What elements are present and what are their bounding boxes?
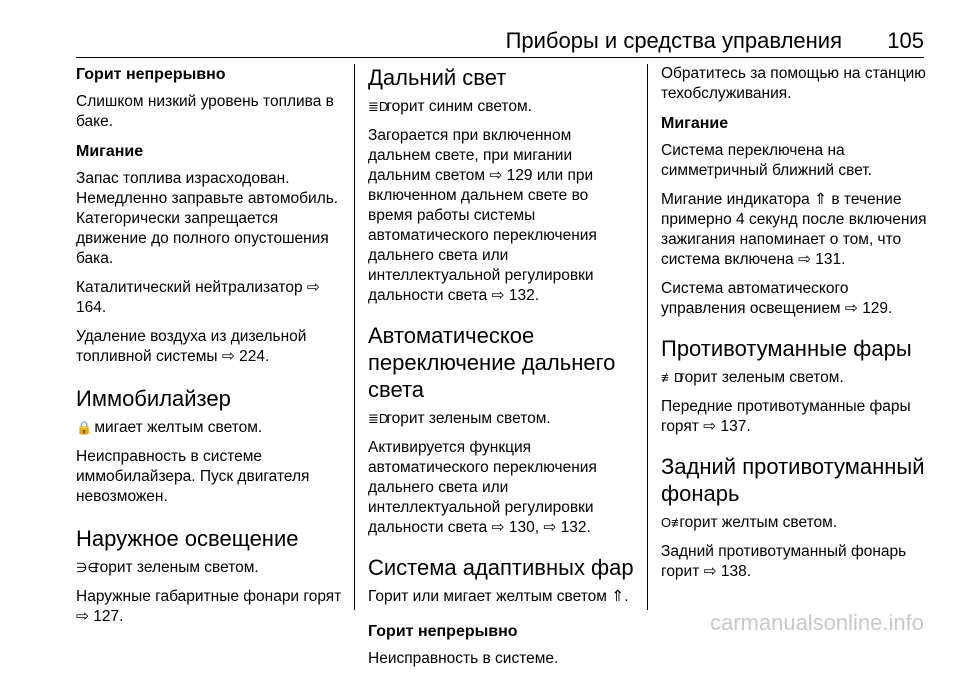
paragraph: Наружные габаритные фонари горят ⇨ 127. <box>76 588 342 625</box>
paragraph: Активируется функция автоматического переключения дальнего света или интеллектуальной регулировки дальности света ⇨ 130, ⇨ 132. <box>368 439 597 536</box>
paragraph: ∋∈ горит зеленым светом. <box>76 559 259 576</box>
column-divider-1 <box>354 64 355 610</box>
column-divider-2 <box>647 64 648 610</box>
paragraph: Удаление воздуха из дизельной топливной системы ⇨ 224. <box>76 328 307 365</box>
subheading-steady: Горит непрерывно <box>76 66 226 83</box>
column-1 <box>76 64 342 636</box>
paragraph: Каталитический нейтрализатор ⇨ 164. <box>76 279 320 316</box>
paragraph: Запас топлива израсходован. Немедленно заправьте автомобиль. Категорически запрещается движение до полного опустошения бака. <box>76 170 339 267</box>
subheading-steady: Горит непрерывно <box>368 623 518 640</box>
subheading-blinking: Мигание <box>76 143 144 160</box>
section-heading-exterior-lights: Наружное освещение <box>76 526 299 551</box>
paragraph: Система переключена на симметричный ближний свет. <box>661 142 872 179</box>
paragraph: Слишком низкий уровень топлива в баке. <box>76 93 334 130</box>
paragraph: Неисправность в системе иммобилайзера. Пуск двигателя невозможен. <box>76 448 310 505</box>
paragraph: ≢D горит зеленым светом. <box>661 369 844 386</box>
subheading-blinking: Мигание <box>661 115 729 132</box>
fog-light-icon: ≢D <box>661 370 684 385</box>
paragraph: O≢ горит желтым светом. <box>661 514 838 531</box>
auto-high-beam-icon: ≣D <box>368 411 389 426</box>
column-3 <box>661 64 927 591</box>
side-lights-icon: ∋∈ <box>76 560 99 575</box>
section-heading-fog-lights: Противотуманные фары <box>661 336 912 361</box>
section-heading-auto-high-beam: Автоматическое переключение дальнего света <box>368 323 616 402</box>
paragraph: Обратитесь за помощью на станцию техобслуживания. <box>661 65 926 102</box>
watermark: carmanualsonline.info <box>709 610 924 635</box>
column-2 <box>368 64 634 678</box>
paragraph: 🔒 мигает желтым светом. <box>76 419 263 436</box>
paragraph: Загорается при включенном дальнем свете, при мигании дальним светом ⇨ 129 или при включенном дальнем свете во время работы системы автоматического переключения дальнего света или интеллектуальной регулировки дальности света ⇨ 132. <box>368 127 597 304</box>
high-beam-icon: ≣D <box>368 99 389 114</box>
section-heading-adaptive-lights: Система адаптивных фар <box>368 555 634 580</box>
page-number: 105 <box>887 28 924 53</box>
rear-fog-light-icon: O≢ <box>661 515 685 530</box>
section-heading-immobilizer: Иммобилайзер <box>76 386 231 411</box>
paragraph: Задний противотуманный фонарь горит ⇨ 138. <box>661 543 907 580</box>
paragraph: Неисправность в системе. <box>368 650 559 667</box>
paragraph: Система автоматического управления освещением ⇨ 129. <box>661 280 893 317</box>
header-rule <box>76 57 924 58</box>
page-header-title: Приборы и средства управления <box>505 28 842 53</box>
paragraph: ≣D горит зеленым светом. <box>368 410 551 427</box>
paragraph: Передние противотуманные фары горят ⇨ 137. <box>661 398 911 435</box>
section-heading-high-beam: Дальний свет <box>368 65 507 90</box>
paragraph: ≣D горит синим светом. <box>368 98 532 115</box>
section-heading-rear-fog-light: Задний противотуманный фонарь <box>661 454 925 506</box>
paragraph: Мигание индикатора ⇑ в течение примерно 4 секунд после включения зажигания напоминает о том, что система включена ⇨ 131. <box>661 191 927 268</box>
immobilizer-icon: 🔒 <box>76 420 93 435</box>
paragraph: Горит или мигает желтым светом ⇑. <box>368 588 629 605</box>
